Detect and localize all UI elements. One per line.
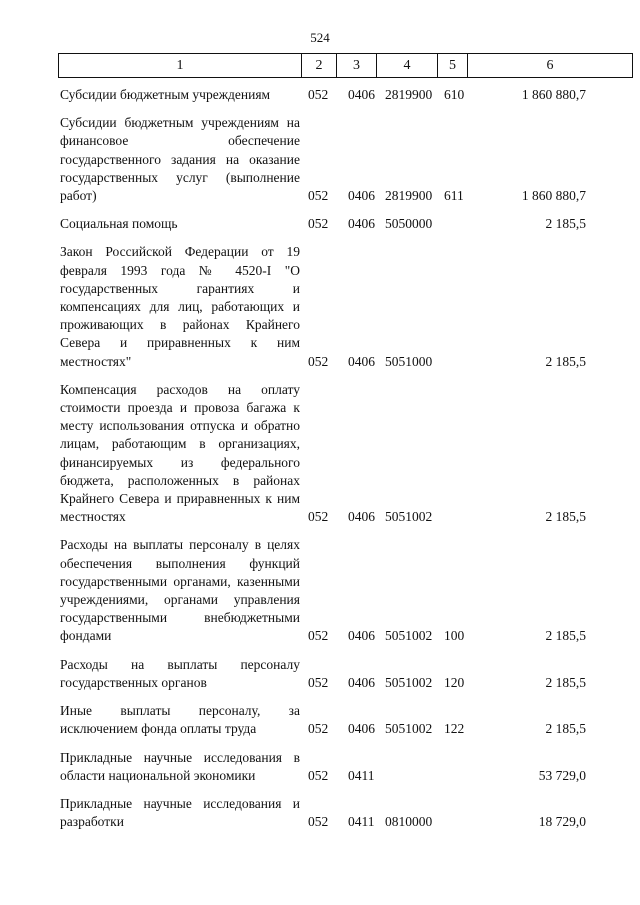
row-name: Иные выплаты персоналу, за исключением фонда оплаты труда: [60, 703, 300, 737]
row-name: Субсидии бюджетным учреждениям на финансовое обеспечение государственного задания на оказание государственных услуг (выполнение работ): [60, 115, 300, 204]
row-code-4: 5051002: [385, 721, 433, 737]
row-code-5: 120: [444, 674, 465, 690]
row-amount: 2 185,5: [545, 674, 586, 690]
row-code-3: 0406: [348, 674, 375, 690]
row-amount: 18 729,0: [538, 814, 586, 830]
header-row: [59, 54, 633, 78]
row-name: Компенсация расходов на оплату стоимости проезда и провоза багажа к месту использования отпуска и обратно лицам, работающим в организациях, финансируемых из федерального бюджета, расположенных в районах Крайнего Севера и приравненных к ним местностях: [60, 381, 300, 525]
table-row: [0, 795, 640, 831]
table-header: [58, 53, 633, 78]
row-name: Социальная помощь: [60, 216, 178, 232]
row-name: Прикладные научные исследования и разработки: [60, 795, 300, 830]
row-name: Расходы на выплаты персоналу государственных органов: [60, 656, 300, 690]
header-col-4: 4: [377, 54, 438, 78]
table-row: [0, 243, 640, 370]
row-code-4: 5051002: [385, 628, 433, 644]
header-col-2: 2: [302, 54, 337, 78]
row-amount: 2 185,5: [545, 353, 586, 369]
table-row: [0, 702, 640, 738]
row-code-3: 0406: [348, 216, 375, 232]
row-code-5: 610: [444, 87, 465, 102]
table-row: [0, 381, 640, 527]
row-amount: 1 860 880,7: [521, 87, 586, 102]
table-row: [0, 536, 640, 645]
row-code-4: 5051002: [385, 674, 433, 690]
row-code-5: 122: [444, 721, 465, 737]
table-body: [0, 86, 640, 841]
row-code-4: 5050000: [385, 216, 433, 232]
row-amount: 2 185,5: [545, 509, 586, 525]
row-code-2: 052: [308, 87, 329, 102]
row-code-2: 052: [308, 353, 329, 369]
row-code-3: 0406: [348, 509, 375, 525]
row-code-2: 052: [308, 628, 329, 644]
header-col-6: 6: [468, 54, 633, 78]
row-name: Прикладные научные исследования в области национальной экономики: [60, 749, 300, 783]
table-row: [0, 114, 640, 205]
row-code-2: 052: [308, 509, 329, 525]
header-col-1: 1: [59, 54, 302, 78]
row-code-4: 5051002: [385, 509, 433, 525]
row-code-5: 611: [444, 188, 464, 204]
header-col-3: 3: [337, 54, 377, 78]
table-row: [0, 215, 640, 233]
row-code-2: 052: [308, 188, 329, 204]
table-row: [0, 749, 640, 785]
row-code-4: 2819900: [385, 87, 433, 102]
row-code-2: 052: [308, 721, 329, 737]
row-code-3: 0406: [348, 628, 375, 644]
row-code-2: 052: [308, 814, 329, 830]
header-col-5: 5: [438, 54, 468, 78]
row-amount: 53 729,0: [538, 767, 586, 783]
row-code-3: 0411: [348, 767, 375, 783]
row-code-3: 0411: [348, 814, 375, 830]
table-row: [0, 86, 640, 104]
row-code-2: 052: [308, 216, 329, 232]
row-name: Расходы на выплаты персоналу в целях обеспечения выполнения функций государственными органами, казенными учреждениями, органами управления государственными внебюджетными фондами: [60, 537, 300, 644]
row-amount: 2 185,5: [545, 628, 586, 644]
row-amount: 1 860 880,7: [521, 188, 586, 204]
row-amount: 2 185,5: [545, 721, 586, 737]
page-number: 524: [310, 30, 330, 45]
row-code-2: 052: [308, 674, 329, 690]
row-code-3: 0406: [348, 188, 375, 204]
table-row: [0, 656, 640, 692]
row-amount: 2 185,5: [545, 216, 586, 232]
row-code-3: 0406: [348, 353, 375, 369]
row-code-2: 052: [308, 767, 329, 783]
row-code-3: 0406: [348, 87, 375, 102]
row-code-5: 100: [444, 628, 465, 644]
row-code-3: 0406: [348, 721, 375, 737]
row-name: Закон Российской Федерации от 19 февраля 1993 года № 4520-I "О государственных гарантиях и компенсациях для лиц, работающих и проживающих в районах Крайнего Севера и приравненных к ним местностях": [60, 244, 300, 369]
row-code-4: 5051000: [385, 353, 433, 369]
row-code-4: 0810000: [385, 814, 433, 830]
row-code-4: 2819900: [385, 188, 433, 204]
row-name: Субсидии бюджетным учреждениям: [60, 87, 271, 102]
